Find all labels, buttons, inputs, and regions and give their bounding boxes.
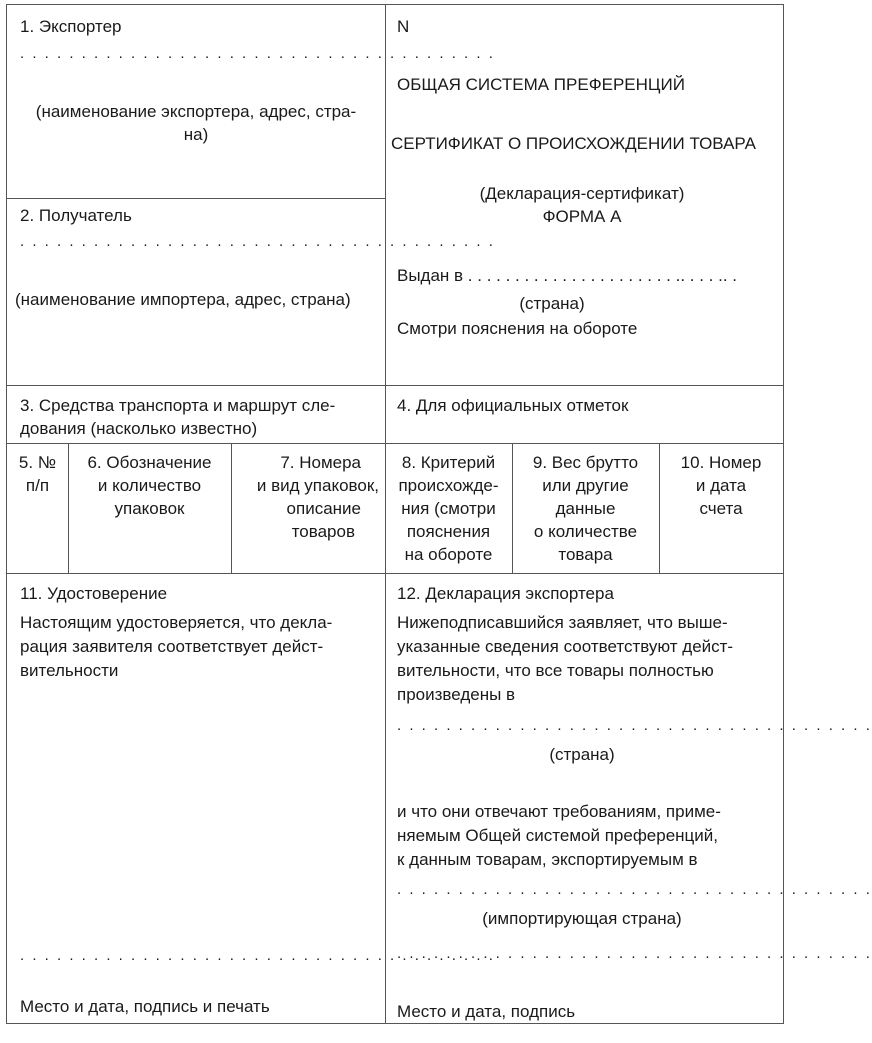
system-title: ОБЩАЯ СИСТЕМА ПРЕФЕРЕНЦИЙ [397, 75, 685, 94]
col10-header [659, 451, 783, 520]
col9-line: товара [558, 545, 613, 564]
col9-line: о количестве [533, 522, 638, 541]
certification-text-line1: Настоящим удостоверяется, что декла- [20, 613, 333, 632]
consignee-label: 2. Получатель [20, 206, 132, 225]
certificate-number-label: N [397, 17, 410, 36]
divider-bottom-section [7, 573, 783, 574]
col5-line: п/п [25, 476, 50, 495]
certification-label: 11. Удостоверение [20, 584, 168, 603]
exporter-declaration-text-line2: указанные сведения соответствуют дейст- [397, 637, 734, 656]
divider-main-vertical-top [385, 5, 386, 443]
col8-line: пояснения [406, 522, 491, 541]
col10-line: счета [699, 499, 743, 518]
exporter-declaration-label: 12. Декларация экспортера [397, 584, 614, 603]
exporter-declaration-text-line3: вительности, что все товары полностью [397, 661, 714, 680]
certification-text-line2: рация заявителя соответствует дейст- [20, 637, 324, 656]
col8-header [385, 451, 512, 566]
see-notes-text: Смотри пояснения на обороте [397, 319, 638, 338]
exporter-declaration-text2-line2: няемым Общей системой преференций, [397, 826, 719, 845]
importing-country-fill-line: . . . . . . . . . . . . . . . . . . . . . . . . . . . . . . . . . . . . . . . [397, 881, 872, 898]
exporter-signature-line: . . . . . . . . . . . . . . . . . . . . . . . . . . . . . . . . . . . . . . . [397, 945, 872, 962]
certificate-form-a [6, 4, 872, 1024]
col8-line: на обороте [404, 545, 493, 564]
col5-header [7, 451, 68, 497]
exporter-declaration-text-line1: Нижеподписавшийся заявляет, что выше- [397, 613, 728, 632]
exporter-declaration-place-date: Место и дата, подпись [397, 1002, 576, 1021]
col10-line: 10. Номер [680, 453, 762, 472]
declaration-subtitle: (Декларация-сертификат) [479, 184, 685, 203]
consignee-fill-line: . . . . . . . . . . . . . . . . . . . . . . . . . . . . . . . . . . . . . . . [20, 233, 495, 250]
col9-line: 9. Вес брутто [532, 453, 639, 472]
col7-line: 7. Номера [280, 453, 361, 472]
col9-line: данные [555, 499, 616, 518]
exporter-label: 1. Экспортер [20, 17, 122, 36]
exporter-hint-line2: на) [183, 125, 209, 144]
col6-line: 6. Обозначение [87, 453, 212, 472]
col7-line: и вид упаковок, [256, 476, 379, 495]
col7-header [231, 451, 385, 543]
consignee-hint: (наименование импортера, адрес, страна) [15, 290, 351, 309]
exporter-fill-line: . . . . . . . . . . . . . . . . . . . . . . . . . . . . . . . . . . . . . . . [20, 45, 495, 62]
official-marks-label: 4. Для официальных отметок [397, 396, 629, 415]
transport-line2: дования (насколько известно) [20, 419, 258, 438]
exporter-hint-line1: (наименование экспортера, адрес, стра- [35, 102, 357, 121]
certificate-title: СЕРТИФИКАТ О ПРОИСХОЖДЕНИИ ТОВАРА [391, 134, 756, 153]
form-name: ФОРМА А [542, 207, 622, 226]
col9-line: или другие [542, 476, 629, 495]
transport-line1: 3. Средства транспорта и маршрут сле- [20, 396, 336, 415]
divider-exporter-consignee [7, 198, 385, 199]
col6-line: упаковок [114, 499, 185, 518]
certification-text-line3: вительности [20, 661, 119, 680]
divider-columns-top [7, 443, 783, 444]
col7-line: товаров [291, 522, 355, 541]
col7-line: описание [286, 499, 361, 518]
exporter-declaration-text2-line1: и что они отвечают требованиям, приме- [397, 802, 721, 821]
col8-line: ния (смотри [401, 499, 496, 518]
certification-signature-line: . . . . . . . . . . . . . . . . . . . . . . . . . . . . . . . . . . . . . . . [20, 947, 495, 964]
issued-in-line: Выдан в . . . . . . . . . . . . . . . . . . . . . . .. . . . .. . [397, 266, 738, 285]
col8-line: происхожде- [398, 476, 499, 495]
col6-header [68, 451, 231, 520]
col9-header [512, 451, 659, 566]
certification-place-date: Место и дата, подпись и печать [20, 997, 270, 1016]
col10-line: и дата [695, 476, 747, 495]
exporter-declaration-text2-line3: к данным товарам, экспортируемым в [397, 850, 698, 869]
importing-country-hint: (импортирующая страна) [482, 909, 682, 928]
col6-line: и количество [97, 476, 202, 495]
producing-country-hint: (страна) [549, 745, 615, 764]
exporter-declaration-text-line4: произведены в [397, 685, 516, 704]
producing-country-fill-line: . . . . . . . . . . . . . . . . . . . . . . . . . . . . . . . . . . . . . . . [397, 717, 872, 734]
col8-line: 8. Критерий [401, 453, 496, 472]
divider-transport-top [7, 385, 783, 386]
col5-line: 5. № [18, 453, 57, 472]
issued-country-hint: (страна) [519, 294, 585, 313]
